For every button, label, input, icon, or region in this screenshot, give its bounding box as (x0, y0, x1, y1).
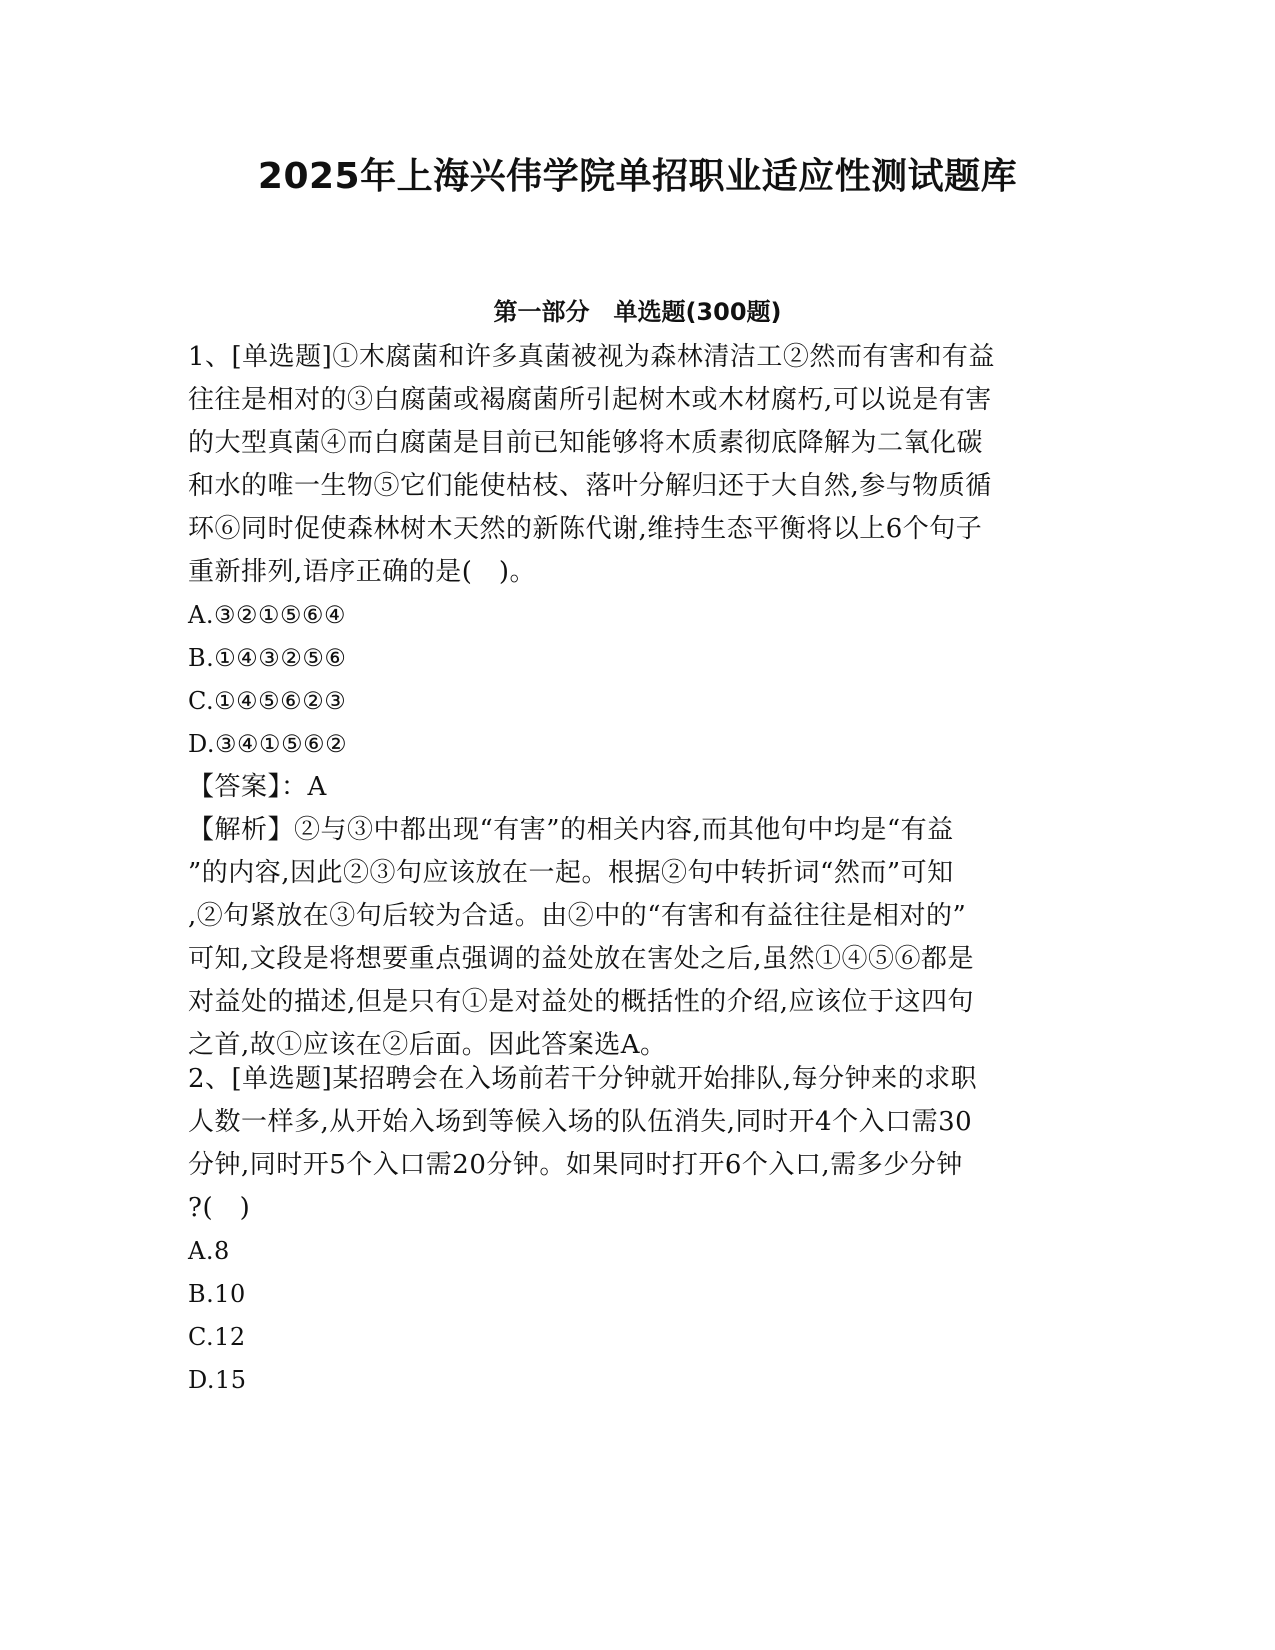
analysis-line: 之首,故①应该在②后面。因此答案选A。 (188, 1030, 667, 1060)
question-stem-line: 人数一样多,从开始入场到等候入场的队伍消失,同时开4个入口需30 (188, 1107, 973, 1137)
document-title: 2025年上海兴伟学院单招职业适应性测试题库 (257, 156, 1018, 197)
question-stem-line: 的大型真菌④而白腐菌是目前已知能够将木质素彻底降解为二氧化碳 (188, 428, 984, 458)
option-c: C.①④⑤⑥②③ (188, 687, 347, 715)
question-stem-line: 重新排列,语序正确的是( )。 (188, 557, 537, 587)
question-stem-line: 分钟,同时开5个入口需20分钟。如果同时打开6个入口,需多少分钟 (188, 1150, 963, 1180)
question-2 (188, 1058, 1068, 1402)
option-a: A.③②①⑤⑥④ (188, 601, 347, 629)
analysis-line: ,②句紧放在③句后较为合适。由②中的“有害和有益往往是相对的” (188, 901, 967, 931)
question-stem-line: 往往是相对的③白腐菌或褐腐菌所引起树木或木材腐朽,可以说是有害 (188, 385, 992, 415)
analysis-line: 【解析】②与③中都出现“有害”的相关内容,而其他句中均是“有益 (188, 815, 954, 845)
option-b: B.10 (188, 1280, 246, 1308)
question-1 (188, 336, 1068, 1067)
question-stem-line: 2、[单选题]某招聘会在入场前若干分钟就开始排队,每分钟来的求职 (188, 1064, 978, 1094)
option-d: D.③④①⑤⑥② (188, 730, 348, 758)
analysis-line: ”的内容,因此②③句应该放在一起。根据②句中转折词“然而”可知 (188, 858, 954, 888)
analysis-line: 可知,文段是将想要重点强调的益处放在害处之后,虽然①④⑤⑥都是 (188, 944, 975, 974)
question-stem-line: 1、[单选题]①木腐菌和许多真菌被视为森林清洁工②然而有害和有益 (188, 342, 995, 372)
option-d: D.15 (188, 1366, 247, 1394)
question-stem-line: ?( ) (188, 1193, 251, 1223)
analysis-line: 对益处的描述,但是只有①是对益处的概括性的介绍,应该位于这四句 (188, 987, 975, 1017)
question-stem-line: 和水的唯一生物⑤它们能使枯枝、落叶分解归还于大自然,参与物质循 (188, 471, 992, 501)
option-c: C.12 (188, 1323, 246, 1351)
section-title: 第一部分 单选题(300题) (493, 298, 782, 326)
option-a: A.8 (188, 1237, 230, 1265)
answer-line: 【答案】：A (188, 772, 327, 802)
question-stem-line: 环⑥同时促使森林树木天然的新陈代谢,维持生态平衡将以上6个句子 (188, 514, 983, 544)
option-b: B.①④③②⑤⑥ (188, 644, 347, 672)
